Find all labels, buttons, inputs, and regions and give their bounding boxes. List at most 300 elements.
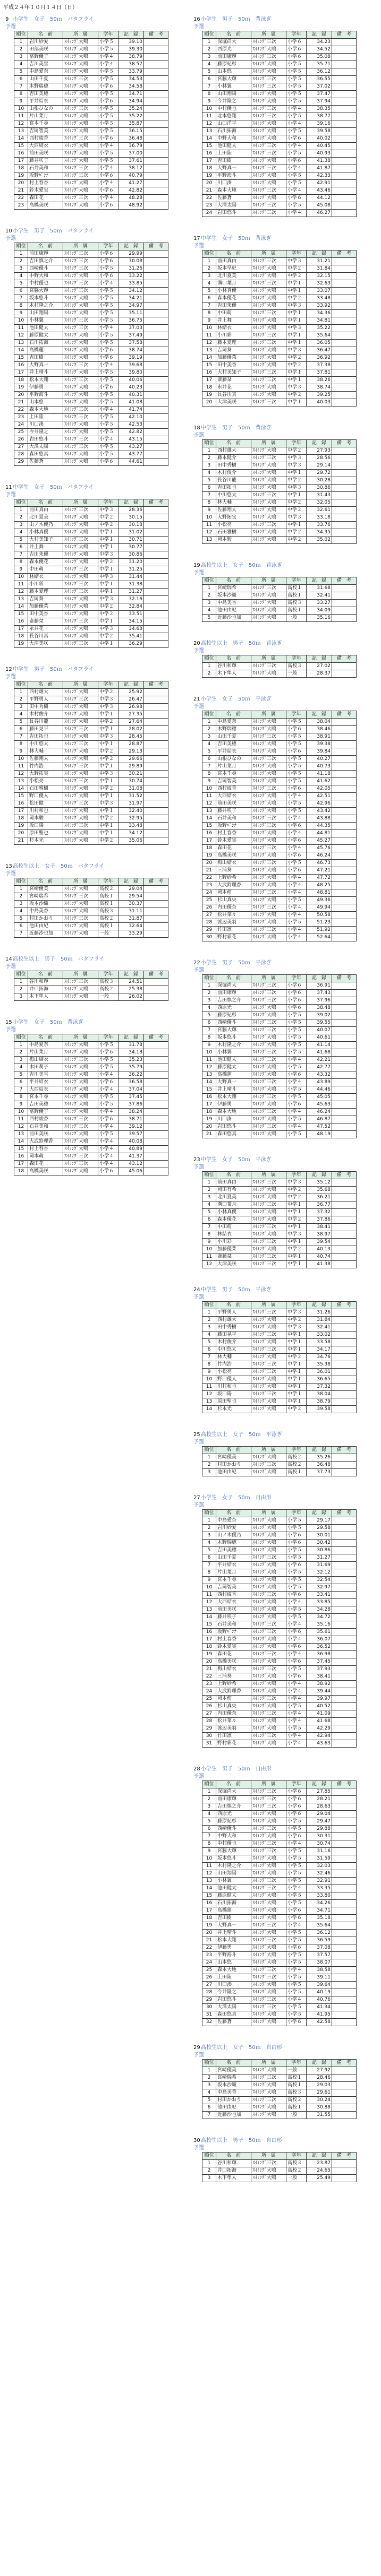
cell-team: ｽｲﾐﾝｸﾞ大鳴	[63, 332, 98, 340]
table-row	[14, 429, 168, 436]
cell-rank: 22	[202, 875, 216, 882]
cell-rank: 12	[202, 120, 216, 128]
cell-team: ｽｲﾐﾝｸﾞ大鳴	[251, 392, 286, 399]
cell-name: 村上春香	[216, 830, 251, 837]
cell-grade: 一般	[286, 2067, 307, 2074]
column-header-time: 記 録	[307, 1447, 332, 1454]
cell-grade: 小学５	[286, 61, 307, 68]
cell-name: 西原光	[216, 1811, 251, 1818]
cell-grade: 小学５	[98, 1057, 118, 1064]
cell-team: ｽｲﾐﾝｸﾞ大鳴	[251, 355, 286, 362]
cell-name: 永井花	[28, 626, 63, 633]
table-row	[202, 1309, 357, 1317]
cell-note	[144, 830, 168, 837]
column-header-grade: 学年	[286, 2060, 307, 2067]
cell-name: 山口洋平	[216, 120, 251, 128]
cell-name: 片山菜月	[28, 113, 63, 120]
cell-rank: 13	[202, 1071, 216, 1079]
cell-rank: 27	[14, 444, 28, 451]
cell-name: 宮本千尋	[216, 1577, 251, 1584]
cell-time: 41.14	[307, 1042, 332, 1049]
event-section	[193, 16, 377, 217]
cell-name: 井上舞	[28, 544, 63, 551]
cell-note	[332, 2175, 357, 2182]
cell-team: ｽｲﾐﾝｸﾞ三次	[251, 1840, 286, 1848]
cell-time: 41.09	[307, 1710, 332, 1718]
cell-team: ｽｲﾐﾝｸﾞ三次	[251, 150, 286, 158]
cell-rank: 3	[202, 273, 216, 280]
cell-note	[332, 1937, 357, 1944]
table-row	[202, 1332, 357, 1339]
event-number: 21	[193, 696, 200, 702]
cell-grade: 中学２	[286, 1194, 307, 1201]
cell-team: ｽｲﾐﾝｸﾞ三次	[251, 2160, 286, 2167]
cell-rank: 16	[14, 362, 28, 369]
table-row	[14, 711, 168, 719]
table-row	[202, 347, 357, 355]
table-header-row	[202, 1447, 357, 1454]
event-name: 中学生 女子 50ｍ 平泳ぎ	[201, 1157, 272, 1163]
cell-grade: 小学５	[286, 1012, 307, 1019]
cell-name: 中田萌	[216, 1224, 251, 1231]
cell-note	[332, 180, 357, 187]
cell-name: 平野勇人	[28, 696, 63, 704]
cell-rank: 18	[14, 815, 28, 823]
cell-note	[144, 302, 168, 310]
cell-name: 小川彩	[216, 1239, 251, 1246]
table-row	[202, 195, 357, 202]
cell-name: 西村綾香	[28, 1116, 63, 1123]
cell-name: 坂本沙織	[216, 2082, 251, 2089]
cell-grade: 高校１	[286, 1469, 307, 1476]
cell-name: 宮本千尋	[28, 1094, 63, 1101]
cell-time: 42.51	[307, 793, 332, 800]
cell-grade: 小学６	[286, 867, 307, 875]
cell-name: 吉田樹	[28, 355, 63, 362]
cell-time: 37.45	[118, 1094, 144, 1101]
table-row	[14, 626, 168, 633]
table-row	[202, 1892, 357, 1900]
cell-rank: 14	[14, 603, 28, 611]
table-row	[202, 507, 357, 514]
cell-time: 30.86	[307, 1547, 332, 1554]
cell-name: 川口湊	[216, 180, 251, 187]
table-row	[14, 1138, 168, 1146]
cell-time: 35.08	[307, 54, 332, 61]
cell-note	[332, 165, 357, 172]
cell-name: 藤原紀彰	[216, 1012, 251, 1019]
column-header-time: 記 録	[118, 499, 144, 507]
cell-name: 大西結衣	[216, 793, 251, 800]
cell-team: ｽｲﾐﾝｸﾞ大鳴	[251, 1005, 286, 1012]
cell-note	[332, 1848, 357, 1855]
cell-note	[144, 514, 168, 522]
cell-team: ｽｲﾐﾝｸﾞ三次	[63, 1116, 98, 1123]
cell-name: 井口拓海	[28, 986, 63, 993]
cell-team: ｽｲﾐﾝｸﾞ大鳴	[251, 1116, 286, 1123]
cell-name: 木下隼人	[216, 2175, 251, 2182]
cell-rank: 4	[14, 908, 28, 915]
cell-grade: 中学１	[286, 1391, 307, 1398]
table-row	[202, 1469, 357, 1476]
cell-note	[332, 1621, 357, 1629]
column-header-grade: 学年	[286, 1510, 307, 1517]
cell-grade: 小学５	[98, 128, 118, 135]
cell-time: 33.35	[307, 1885, 332, 1892]
cell-time: 34.21	[118, 295, 144, 302]
cell-name: 吉田美穂	[216, 1547, 251, 1554]
cell-grade: 小学６	[98, 83, 118, 91]
cell-team: ｽｲﾐﾝｸﾞ大鳴	[63, 733, 98, 741]
results-table	[202, 1171, 357, 1268]
cell-name: 大津美咲	[216, 399, 251, 407]
cell-name: 田中美香	[28, 611, 63, 618]
cell-note	[144, 1116, 168, 1123]
cell-name: 宮崎瑞希	[28, 893, 63, 901]
event-section	[193, 2137, 377, 2182]
table-row	[202, 1855, 357, 1863]
cell-team: ｽｲﾐﾝｸﾞ大鳴	[63, 1071, 98, 1079]
cell-grade: 小学５	[286, 1870, 307, 1878]
cell-time: 24.51	[118, 979, 144, 986]
cell-note	[332, 1599, 357, 1606]
table-row	[202, 1915, 357, 1922]
column-header-team: 所 属	[63, 878, 98, 886]
cell-rank: 12	[202, 1261, 216, 1268]
cell-time: 27.64	[118, 719, 144, 726]
cell-note	[144, 39, 168, 46]
cell-grade: 小学６	[286, 785, 307, 793]
cell-rank: 7	[202, 1027, 216, 1034]
cell-rank: 20	[202, 1658, 216, 1666]
table-row	[202, 2089, 357, 2097]
cell-note	[332, 332, 357, 340]
cell-name: 木村隆之介	[216, 1863, 251, 1870]
cell-team: ｽｲﾐﾝｸﾞ大鳴	[251, 1517, 286, 1525]
cell-team: ｽｲﾐﾝｸﾞ大鳴	[251, 1569, 286, 1577]
cell-grade: 中学１	[286, 1346, 307, 1354]
cell-time: 31.68	[307, 585, 332, 592]
cell-time: 39.80	[118, 369, 144, 377]
cell-note	[332, 741, 357, 748]
cell-grade: 高校１	[286, 2104, 307, 2112]
table-row	[202, 919, 357, 927]
cell-rank: 10	[202, 1246, 216, 1254]
cell-grade: 小学４	[286, 912, 307, 919]
cell-name: 小川彩	[28, 581, 63, 589]
cell-note	[144, 886, 168, 893]
cell-rank: 2	[202, 46, 216, 54]
cell-rank: 24	[14, 421, 28, 429]
cell-team: ｽｲﾐﾝｸﾞ大鳴	[63, 1109, 98, 1116]
cell-name: 池田由紀	[216, 2104, 251, 2112]
cell-rank: 5	[14, 1071, 28, 1079]
cell-note	[144, 544, 168, 551]
cell-rank: 19	[202, 1116, 216, 1123]
cell-rank: 15	[202, 1086, 216, 1094]
cell-team: ｽｲﾐﾝｸﾞ大鳴	[63, 143, 98, 150]
cell-time: 45.05	[307, 1094, 332, 1101]
cell-rank: 6	[14, 76, 28, 83]
cell-rank: 21	[202, 1666, 216, 1673]
cell-name: 西崎優斗	[216, 1826, 251, 1833]
cell-team: ｽｲﾐﾝｸﾞ大鳴	[251, 1525, 286, 1532]
cell-grade: 小学６	[286, 1101, 307, 1109]
cell-name: 林結衣	[28, 574, 63, 581]
cell-team: ｽｲﾐﾝｸﾞ大鳴	[251, 778, 286, 785]
cell-team: ｽｲﾐﾝｸﾞ大鳴	[63, 429, 98, 436]
cell-time: 41.18	[307, 771, 332, 778]
cell-time: 31.25	[118, 566, 144, 574]
cell-time: 30.71	[118, 537, 144, 544]
cell-name: 前田美咲	[216, 1606, 251, 1614]
table-row	[202, 1049, 357, 1057]
cell-note	[144, 250, 168, 258]
cell-grade: 小学５	[98, 1094, 118, 1101]
cell-name: 北川夏美	[216, 1194, 251, 1201]
cell-team: ｽｲﾐﾝｸﾞ大鳴	[251, 1131, 286, 1138]
cell-team: ｽｲﾐﾝｸﾞ三次	[251, 377, 286, 384]
cell-rank: 6	[202, 1554, 216, 1562]
table-row	[202, 1870, 357, 1878]
cell-grade: 中学１	[98, 711, 118, 719]
cell-rank: 16	[14, 150, 28, 158]
cell-rank: 11	[202, 1254, 216, 1261]
cell-team: ｽｲﾐﾝｸﾞ大鳴	[251, 1915, 286, 1922]
cell-note	[144, 581, 168, 589]
cell-name: 井上晴斗	[216, 1930, 251, 1937]
cell-grade: 小学５	[286, 1863, 307, 1870]
cell-grade: 小学６	[286, 1811, 307, 1818]
cell-time: 48.28	[118, 195, 144, 202]
cell-rank: 20	[202, 180, 216, 187]
cell-name: 吉川美雪	[28, 1071, 63, 1079]
cell-team: ｽｲﾐﾝｸﾞ大鳴	[251, 919, 286, 927]
cell-time: 25.92	[118, 689, 144, 696]
cell-rank: 3	[202, 600, 216, 607]
cell-grade: 小学５	[286, 1525, 307, 1532]
cell-rank: 22	[14, 195, 28, 202]
cell-name: 斎藤栞	[216, 1254, 251, 1261]
cell-note	[332, 845, 357, 852]
cell-name: 平井結衣	[216, 1562, 251, 1569]
cell-team: ｽｲﾐﾝｸﾞ大鳴	[63, 522, 98, 529]
cell-note	[332, 1740, 357, 1748]
cell-name: 北本悠翔	[216, 113, 251, 120]
cell-name: 永井花	[216, 384, 251, 392]
event-section	[193, 1494, 377, 1748]
cell-rank: 5	[202, 1547, 216, 1554]
cell-team: ｽｲﾐﾝｸﾞ大鳴	[251, 1688, 286, 1696]
cell-time: 40.06	[118, 377, 144, 384]
cell-team: ｽｲﾐﾝｸﾞ大鳴	[251, 1673, 286, 1681]
cell-name: 岩川紗愛	[216, 1525, 251, 1532]
cell-team: ｽｲﾐﾝｸﾞ三次	[63, 317, 98, 325]
table-row	[202, 600, 357, 607]
cell-grade: 小学５	[98, 46, 118, 54]
cell-team: ｽｲﾐﾝｸﾞ三次	[251, 756, 286, 763]
table-row	[202, 1317, 357, 1324]
cell-time: 28.36	[118, 507, 144, 514]
cell-name: 吉田慎之介	[216, 997, 251, 1005]
cell-time: 35.38	[307, 1361, 332, 1369]
cell-time: 33.41	[307, 1592, 332, 1599]
cell-name: 林大輔	[216, 1354, 251, 1361]
cell-note	[144, 603, 168, 611]
cell-team: ｽｲﾐﾝｸﾞ大鳴	[63, 923, 98, 930]
cell-rank: 5	[202, 2097, 216, 2104]
table-row	[202, 2082, 357, 2089]
cell-note	[332, 210, 357, 217]
cell-time: 39.16	[307, 120, 332, 128]
table-row	[14, 187, 168, 195]
cell-team: ｽｲﾐﾝｸﾞ大鳴	[63, 302, 98, 310]
event-title	[193, 1156, 377, 1164]
table-header-row	[202, 975, 357, 982]
cell-name: 平井結衣	[28, 1079, 63, 1086]
table-row	[202, 852, 357, 860]
cell-name: 大野真一	[28, 362, 63, 369]
cell-rank: 8	[14, 741, 28, 748]
cell-rank: 6	[14, 923, 28, 930]
column-header-rank: 順位	[202, 655, 216, 663]
cell-name: 小川彩	[216, 332, 251, 340]
cell-rank: 11	[14, 325, 28, 332]
cell-name: 藤田晃平	[28, 726, 63, 733]
cell-time: 39.25	[307, 392, 332, 399]
column-header-note: 備 考	[332, 1302, 357, 1309]
cell-rank: 17	[14, 369, 28, 377]
table-row	[202, 1079, 357, 1086]
cell-team: ｽｲﾐﾝｸﾞ大鳴	[251, 347, 286, 355]
table-header-row	[14, 1034, 168, 1042]
cell-note	[144, 771, 168, 778]
cell-team: ｽｲﾐﾝｸﾞ三次	[251, 54, 286, 61]
cell-grade: 小学６	[98, 187, 118, 195]
cell-note	[332, 83, 357, 91]
cell-team: ｽｲﾐﾝｸﾞ三次	[251, 1239, 286, 1246]
cell-grade: 小学６	[286, 1644, 307, 1651]
table-row	[202, 1718, 357, 1725]
cell-rank: 8	[202, 310, 216, 317]
cell-time: 37.45	[307, 1658, 332, 1666]
cell-note	[332, 340, 357, 347]
cell-rank: 2	[202, 670, 216, 678]
cell-note	[332, 1034, 357, 1042]
cell-note	[144, 611, 168, 618]
cell-name: 近藤沙也加	[28, 930, 63, 938]
cell-name: 石川拓海	[28, 340, 63, 347]
cell-note	[332, 1540, 357, 1547]
cell-team: ｽｲﾐﾝｸﾞ大鳴	[63, 986, 98, 993]
cell-time: 35.22	[307, 325, 332, 332]
cell-name: 小林翼	[216, 1049, 251, 1057]
cell-team: ｽｲﾐﾝｸﾞ三次	[251, 1369, 286, 1376]
cell-grade: 小学５	[286, 1554, 307, 1562]
cell-grade: 小学６	[286, 1071, 307, 1079]
cell-grade: 小学５	[286, 756, 307, 763]
cell-rank: 19	[14, 823, 28, 830]
cell-rank: 10	[202, 325, 216, 332]
event-title	[193, 1494, 377, 1502]
cell-rank: 11	[202, 1384, 216, 1391]
cell-team: ｽｲﾐﾝｸﾞ三次	[63, 800, 98, 808]
cell-rank: 10	[202, 1376, 216, 1384]
cell-grade: 小学６	[98, 1049, 118, 1057]
cell-grade: 小学５	[286, 202, 307, 210]
cell-team: ｽｲﾐﾝｸﾞ大鳴	[251, 1606, 286, 1614]
cell-time: 45.76	[307, 845, 332, 852]
cell-time: 42.82	[118, 429, 144, 436]
cell-team: ｽｲﾐﾝｸﾞ大鳴	[251, 325, 286, 332]
cell-note	[332, 837, 357, 845]
cell-note	[332, 600, 357, 607]
cell-time: 37.03	[118, 325, 144, 332]
cell-time: 36.52	[307, 1644, 332, 1651]
cell-team: ｽｲﾐﾝｸﾞ大鳴	[251, 2167, 286, 2175]
cell-name: 吉田茉優	[28, 551, 63, 559]
cell-grade: 小学６	[98, 355, 118, 362]
cell-rank: 14	[202, 355, 216, 362]
cell-name: 前田真由	[216, 1179, 251, 1187]
column-header-rank: 順位	[202, 1172, 216, 1179]
cell-team: ｽｲﾐﾝｸﾞ大鳴	[251, 1376, 286, 1384]
cell-note	[332, 1569, 357, 1577]
cell-team: ｽｲﾐﾝｸﾞ大鳴	[63, 83, 98, 91]
results-table	[14, 971, 168, 1001]
cell-note	[332, 1317, 357, 1324]
table-row	[202, 1863, 357, 1870]
event-number: 24	[193, 1287, 200, 1293]
cell-name: 坂本沙織	[216, 592, 251, 600]
cell-note	[332, 756, 357, 763]
column-header-grade: 学年	[286, 2153, 307, 2160]
cell-rank: 16	[14, 618, 28, 626]
table-row	[14, 459, 168, 466]
cell-note	[144, 778, 168, 785]
cell-grade: 中学２	[286, 499, 307, 507]
cell-team: ｽｲﾐﾝｸﾞ大鳴	[251, 1577, 286, 1584]
table-row	[14, 317, 168, 325]
cell-time: 34.12	[118, 830, 144, 837]
cell-note	[332, 1710, 357, 1718]
cell-grade: 小学６	[286, 990, 307, 997]
cell-rank: 16	[202, 1094, 216, 1101]
cell-note	[144, 265, 168, 273]
event-title	[193, 2044, 377, 2052]
cell-note	[332, 748, 357, 756]
table-row	[14, 347, 168, 355]
cell-name: 坂野ﾊﾟﾝﾅ	[216, 1629, 251, 1636]
cell-time: 38.46	[307, 726, 332, 733]
table-row	[14, 421, 168, 429]
cell-grade: 小学５	[286, 150, 307, 158]
cell-grade: 中学２	[286, 477, 307, 485]
cell-name: 宮崎優美	[216, 2067, 251, 2074]
cell-name: 杉山真央	[216, 897, 251, 904]
cell-grade: 小学４	[286, 1636, 307, 1644]
cell-name: 大西結衣	[28, 143, 63, 150]
cell-name: 山根ひなの	[216, 756, 251, 763]
cell-name: 岩川紗愛	[28, 39, 63, 46]
column-header-note: 備 考	[332, 1447, 357, 1454]
cell-note	[332, 982, 357, 990]
cell-team: ｽｲﾐﾝｸﾞ大鳴	[251, 1644, 286, 1651]
table-row	[202, 1833, 357, 1840]
cell-rank: 12	[14, 771, 28, 778]
event-section	[5, 484, 189, 648]
column-header-time: 記 録	[118, 971, 144, 979]
